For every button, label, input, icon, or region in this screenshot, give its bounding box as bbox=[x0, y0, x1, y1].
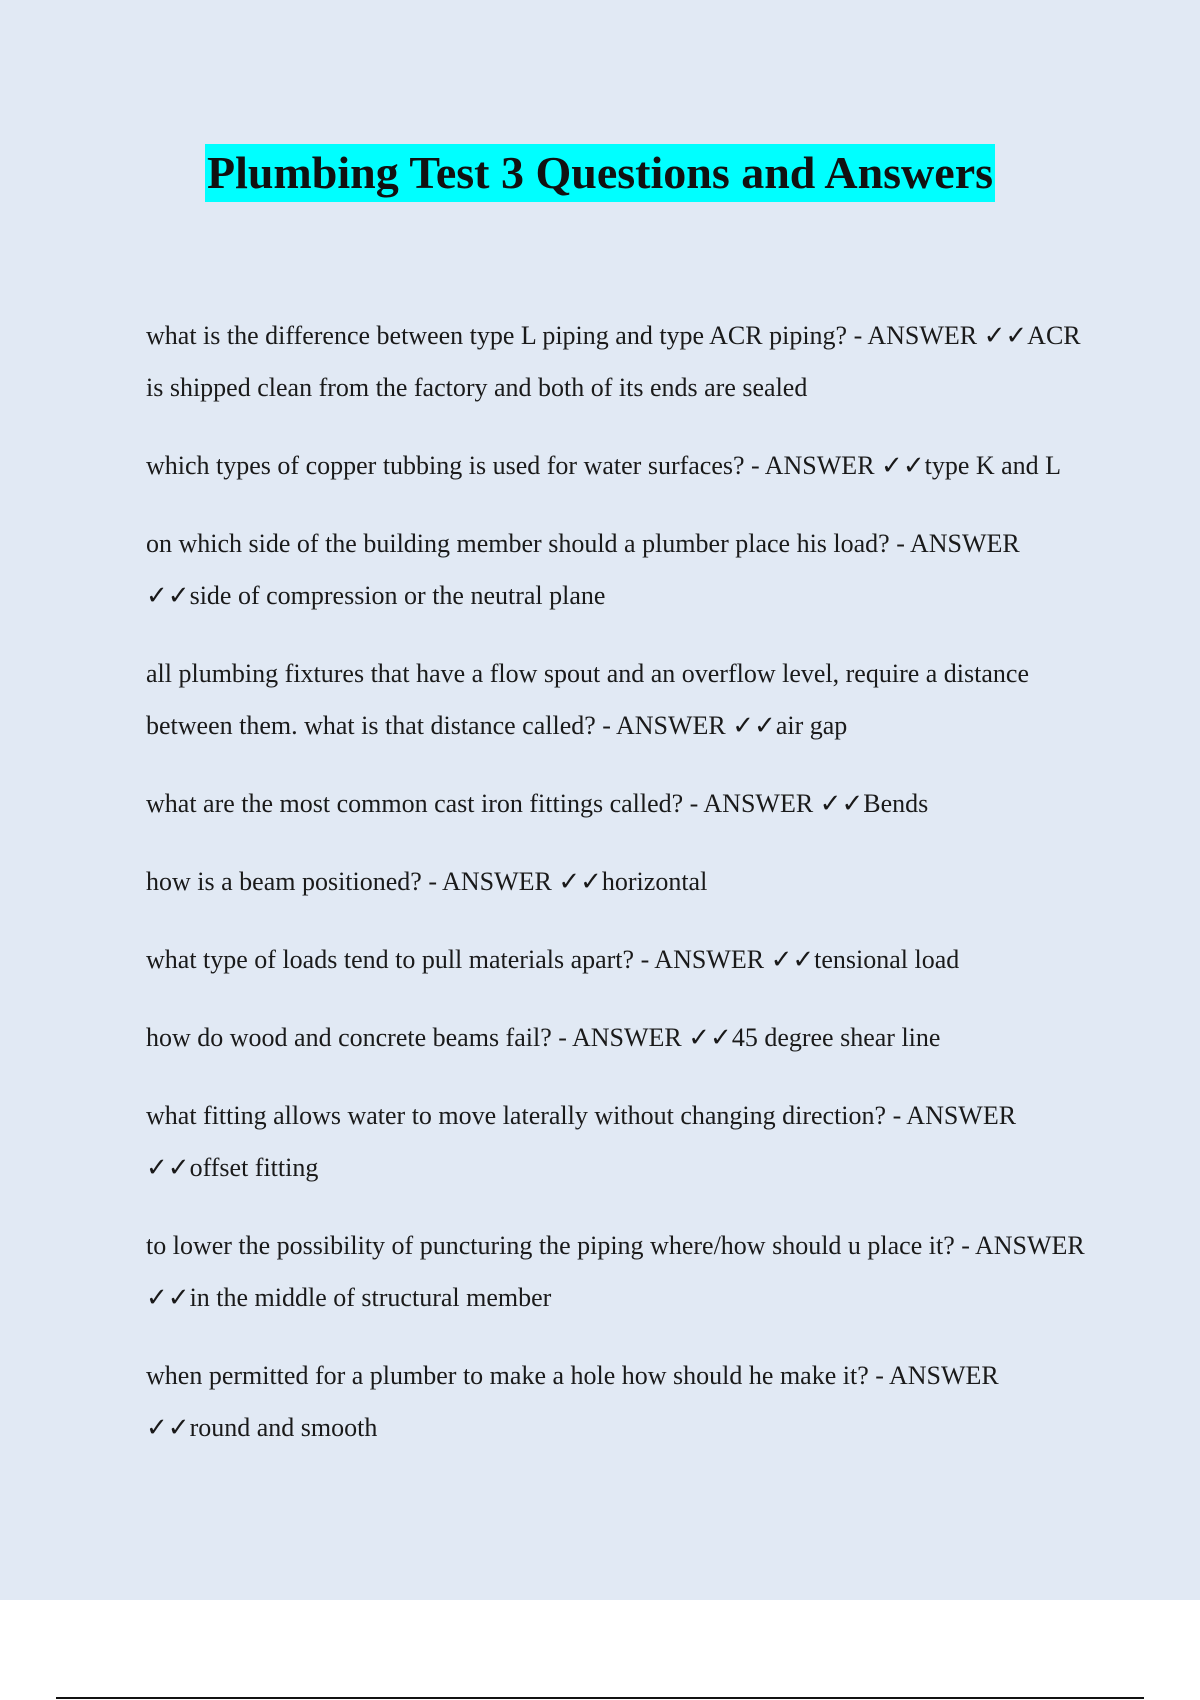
qa-item: how is a beam positioned? - ANSWER ✓✓horizontal bbox=[146, 867, 708, 896]
qa-item: on which side of the building member should a plumber place his load? - ANSWER ✓✓side of compression or the neutral plane bbox=[146, 529, 1020, 610]
qa-item: all plumbing fixtures that have a flow spout and an overflow level, require a distance between them. what is that distance called? - ANSWER ✓✓air gap bbox=[146, 659, 1029, 740]
qa-item: how do wood and concrete beams fail? - ANSWER ✓✓45 degree shear line bbox=[146, 1023, 941, 1052]
document-title: Plumbing Test 3 Questions and Answers bbox=[205, 144, 995, 202]
title-container bbox=[0, 144, 1200, 202]
qa-item: what is the difference between type L piping and type ACR piping? - ANSWER ✓✓ACR is shipped clean from the factory and both of its ends are sealed bbox=[146, 321, 1081, 402]
qa-list bbox=[146, 284, 1086, 1471]
footer-divider bbox=[56, 1697, 1144, 1699]
qa-item: to lower the possibility of puncturing the piping where/how should u place it? - ANSWER ✓✓in the middle of structural member bbox=[146, 1231, 1085, 1312]
qa-item: what are the most common cast iron fittings called? - ANSWER ✓✓Bends bbox=[146, 789, 929, 818]
qa-item: what fitting allows water to move laterally without changing direction? - ANSWER ✓✓offset fitting bbox=[146, 1101, 1017, 1182]
qa-item: what type of loads tend to pull materials apart? - ANSWER ✓✓tensional load bbox=[146, 945, 960, 974]
qa-item: which types of copper tubbing is used for water surfaces? - ANSWER ✓✓type K and L bbox=[146, 451, 1062, 480]
qa-item: when permitted for a plumber to make a hole how should he make it? - ANSWER ✓✓round and smooth bbox=[146, 1361, 999, 1442]
